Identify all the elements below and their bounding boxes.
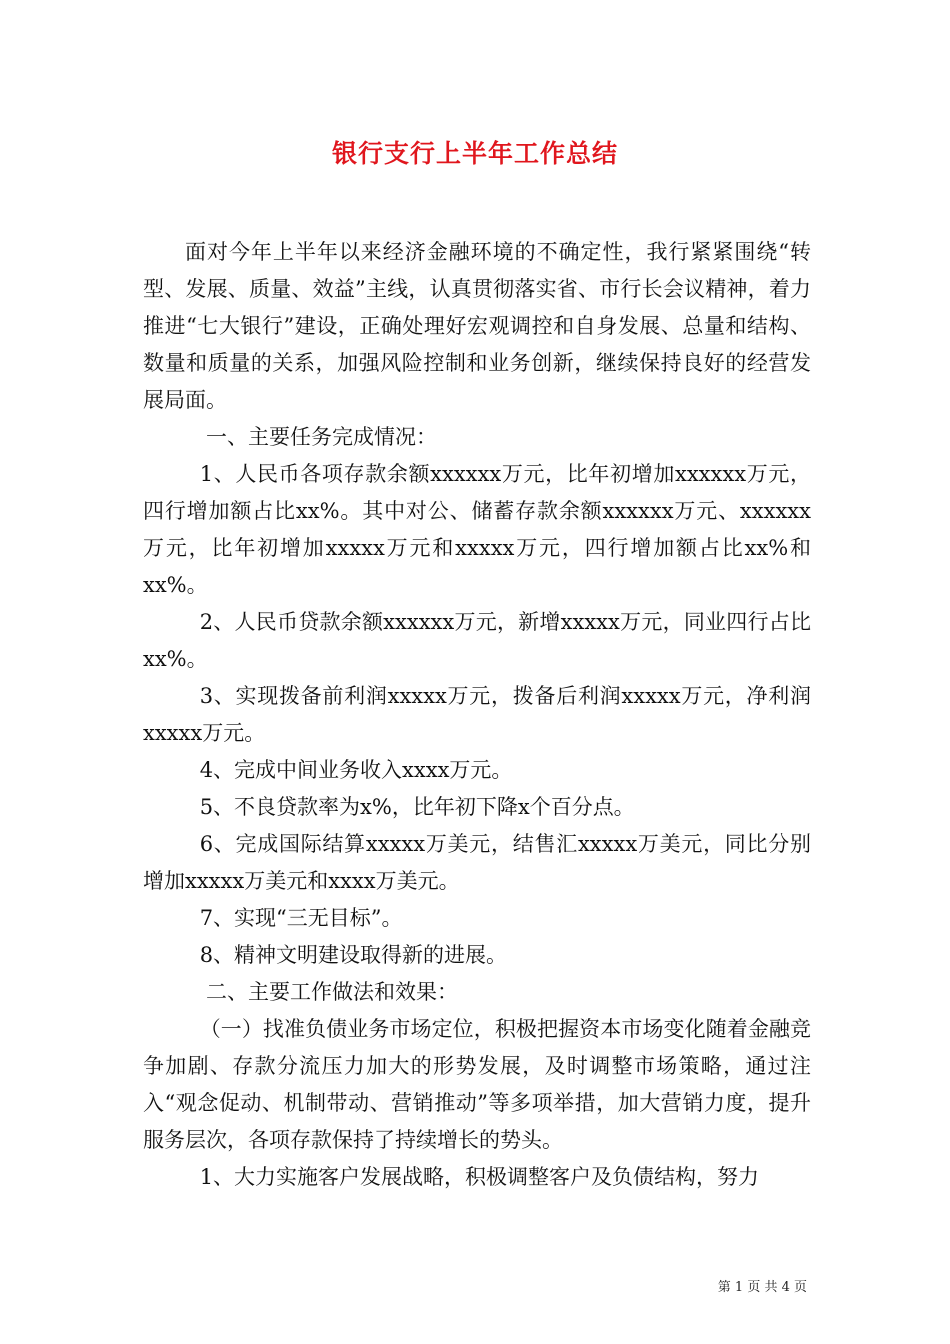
- list-item: 1、大力实施客户发展战略，积极调整客户及负债结构，努力: [199, 1165, 760, 1189]
- list-item: 1、人民币各项存款余额xxxxxx万元，比年初增加xxxxxx万元，四行增加额占比xx%。其中对公、储蓄存款余额xxxxxx万元、xxxxxx万元，比年初增加xxxxx万元和xxxxx万元，四行增加额占比xx%和xx%。: [143, 462, 811, 597]
- section-heading-1: 一、主要任务完成情况：: [206, 425, 437, 449]
- intro-paragraph: 面对今年上半年以来经济金融环境的不确定性，我行紧紧围绕“转型、发展、质量、效益”主线，认真贯彻落实省、市行长会议精神，着力推进“七大银行”建设，正确处理好宏观调控和自身发展、总量和结构、数量和质量的关系，加强风险控制和业务创新，继续保持良好的经营发展局面。: [143, 240, 811, 412]
- list-item: 6、完成国际结算xxxxx万美元，结售汇xxxxx万美元，同比分别增加xxxxx万美元和xxxx万美元。: [143, 832, 811, 893]
- list-item: 2、人民币贷款余额xxxxxx万元，新增xxxxx万元，同业四行占比xx%。: [143, 610, 811, 671]
- subsection-paragraph: （一）找准负债业务市场定位，积极把握资本市场变化随着金融竞争加剧、存款分流压力加大的形势发展，及时调整市场策略，通过注入“观念促动、机制带动、营销推动”等多项举措，加大营销力度，提升服务层次，各项存款保持了持续增长的势头。: [143, 1017, 811, 1152]
- list-item: 7、实现“三无目标”。: [199, 906, 403, 930]
- page-number: 第 1 页 共 4 页: [717, 1280, 807, 1295]
- document-body: [143, 234, 811, 1196]
- list-item: 4、完成中间业务收入xxxx万元。: [199, 758, 513, 782]
- section-heading-2: 二、主要工作做法和效果：: [206, 980, 458, 1004]
- list-item: 8、精神文明建设取得新的进展。: [199, 943, 508, 967]
- document-title: 银行支行上半年工作总结: [331, 139, 618, 168]
- list-item: 5、不良贷款率为x%，比年初下降x个百分点。: [199, 795, 635, 819]
- list-item: 3、实现拨备前利润xxxxx万元，拨备后利润xxxxx万元，净利润xxxxx万元。: [143, 684, 811, 745]
